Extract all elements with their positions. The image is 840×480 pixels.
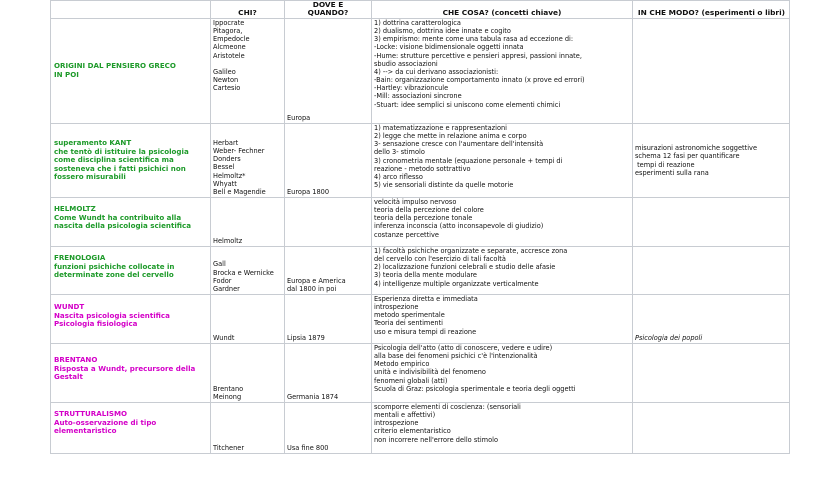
chi-line: Donders: [213, 155, 241, 164]
concept-line: 4) arco riflesso: [374, 172, 423, 181]
concept-line: del cervello con l'esercizio di tali facoltà: [374, 255, 506, 264]
concept-line: introspezione: [374, 419, 419, 428]
modo-line: schema 12 fasi per quantificare: [635, 152, 740, 161]
topic-cell: [51, 344, 211, 403]
concept-line: scomporre elementi di coscienza: (sensoriali: [374, 403, 521, 411]
dove-cell: [285, 19, 372, 124]
topic-line: elementaristico: [54, 426, 117, 436]
modo-line: tempi di reazione: [635, 160, 695, 169]
concept-line: criterio elementaristico: [374, 427, 451, 436]
topic-line: determinate zone del cervello: [54, 270, 174, 280]
concept-line: -Hartley: vibrazioncule: [374, 84, 449, 93]
modo-line: esperimenti sulla rana: [635, 168, 709, 177]
topic-line: che tentò di istituire la psicologia: [54, 146, 189, 156]
concept-line: reazione - metodo sottrattivo: [374, 164, 471, 173]
concept-line: sbudio associazioni: [374, 59, 438, 68]
chi-line: Empedocle: [213, 35, 250, 44]
concept-line: 2) legge che mette in relazione anima e corpo: [374, 132, 527, 141]
concept-line: 1) matematizzazione e rappresentazioni: [374, 124, 508, 132]
concept-line: alla base dei fenomeni psichici c'è l'intenzionalità: [374, 352, 538, 361]
notes-table-container: [50, 0, 789, 454]
topic-line: sosteneva che i fatti psichici non: [54, 163, 186, 173]
header-dove-line: DOVE E: [312, 0, 344, 9]
dove-cell: [285, 198, 372, 247]
topic-cell: [51, 198, 211, 247]
concept-line: unità e indivisibilità del fenomeno: [374, 368, 486, 377]
dove-cell: [285, 247, 372, 295]
dove-line: Lipsia 1879: [287, 333, 325, 342]
concept-line: Teoria dei sentimenti: [374, 319, 444, 328]
concept-line: 3) cronometria mentale (equazione personale + tempi di: [374, 156, 563, 165]
concetti-cell: [372, 124, 633, 198]
topic-cell: [51, 124, 211, 198]
chi-line: Helmoltz*: [213, 171, 246, 180]
concept-line: Psicologia dell'atto (atto di conoscere, vedere e udire): [374, 344, 553, 352]
concept-line: -Locke: visione bidimensionale oggetti innata: [374, 43, 524, 52]
concept-line: mentali e affettivi): [374, 411, 436, 420]
table-row: [51, 124, 790, 198]
chi-cell: [211, 19, 285, 124]
header-in-che-modo: IN CHE MODO? (esperimenti o libri): [633, 1, 790, 19]
dove-line: Europa 1800: [287, 187, 330, 196]
topic-cell: [51, 295, 211, 344]
concept-line: Scuola di Graz: psicologia sperimentale e teoria degli oggetti: [374, 384, 576, 393]
table-row: [51, 295, 790, 344]
dove-line: Usa fine 800: [287, 443, 329, 452]
history-of-psychology-table: [50, 0, 790, 454]
concept-line: 1) dottrina caratterologica: [374, 19, 461, 27]
dove-cell: [285, 295, 372, 344]
chi-cell: [211, 198, 285, 247]
topic-cell: [51, 19, 211, 124]
concept-line: velocità impulso nervoso: [374, 198, 457, 206]
concept-line: dello 3- stimolo: [374, 148, 425, 157]
dove-line: Europa e America: [287, 276, 346, 285]
concept-line: uso e misura tempi di reazione: [374, 327, 477, 336]
concetti-cell: [372, 198, 633, 247]
topic-line: nascita della psicologia scientifica: [54, 221, 192, 231]
chi-line: Bell e Magendie: [213, 187, 266, 196]
header-dove: [285, 1, 372, 19]
concept-line: -Stuart: idee semplici si uniscono come elementi chimici: [374, 100, 561, 109]
modo-cell: [633, 403, 790, 454]
dove-line: dal 1800 in poi: [287, 284, 337, 293]
topic-cell: [51, 247, 211, 295]
chi-cell: [211, 403, 285, 454]
topic-line: Psicologia fisiologica: [54, 319, 138, 329]
concept-line: inferenza inconscia (atto inconsapevole di giudizio): [374, 222, 544, 231]
concept-line: fenomeni globali (atti): [374, 376, 448, 385]
dove-line: Germania 1874: [287, 392, 339, 401]
chi-line: Wundt: [213, 333, 235, 342]
header-dove-line: QUANDO?: [307, 8, 349, 17]
concept-line: 3- sensazione cresce con l'aumentare dell'intensità: [374, 140, 544, 149]
concept-line: Esperienza diretta e immediata: [374, 295, 478, 303]
topic-line: Come Wundt ha contribuito alla: [54, 212, 182, 222]
modo-cell: [633, 247, 790, 295]
chi-line: Pitagora,: [213, 27, 243, 36]
chi-line: Whyatt: [213, 179, 237, 188]
topic-line: IN POI: [54, 70, 79, 79]
dove-cell: [285, 344, 372, 403]
chi-line: Gardner: [213, 284, 240, 293]
concetti-cell: [372, 344, 633, 403]
concept-line: teoria della percezione del colore: [374, 206, 484, 215]
table-row: [51, 344, 790, 403]
chi-line: Fodor: [213, 276, 232, 285]
table-row: [51, 19, 790, 124]
modo-cell: [633, 124, 790, 198]
dove-cell: [285, 124, 372, 198]
topic-line: WUNDT: [54, 302, 85, 311]
header-row: [51, 1, 790, 19]
topic-line: BRENTANO: [54, 355, 98, 364]
chi-cell: [211, 124, 285, 198]
topic-line: superamento KANT: [54, 138, 132, 148]
table-row: [51, 247, 790, 295]
topic-line: funzioni psichiche collocate in: [54, 261, 175, 271]
topic-cell: [51, 403, 211, 454]
topic-line: fossero misurabili: [54, 172, 126, 182]
chi-line: Herbart: [213, 138, 239, 147]
concept-line: -Bain: organizzazione comportamento innato (x prove ed errori): [374, 76, 585, 85]
concept-line: costanze percettive: [374, 230, 439, 239]
concetti-cell: [372, 19, 633, 124]
dove-line: Europa: [287, 113, 311, 122]
chi-line: Brocka e Wernicke: [213, 268, 274, 277]
topic-line: STRUTTURALISMO: [54, 409, 128, 418]
concept-line: 4) --> da cui derivano associazionisti:: [374, 67, 499, 76]
topic-line: come disciplina scientifica ma: [54, 155, 174, 165]
topic-line: Gestalt: [54, 372, 83, 382]
header-che-cosa: CHE COSA? (concetti chiave): [372, 1, 633, 19]
modo-line: Psicologia dei popoli: [635, 333, 703, 342]
spacer: [213, 60, 282, 68]
concept-line: 2) dualismo, dottrina idee innate e cogito: [374, 27, 511, 36]
concept-line: -Hume: strutture percettive e pensieri appresi, passioni innate,: [374, 51, 582, 60]
chi-cell: [211, 295, 285, 344]
chi-line: Meinong: [213, 392, 242, 401]
modo-cell: [633, 19, 790, 124]
chi-line: Galileo: [213, 67, 236, 76]
concept-line: 5) vie sensoriali distinte da quelle motorie: [374, 181, 514, 190]
chi-line: Brentano: [213, 384, 244, 393]
chi-line: Newton: [213, 76, 239, 85]
chi-line: Alcmeone: [213, 43, 246, 52]
dove-cell: [285, 403, 372, 454]
chi-line: Helmoltz: [213, 236, 243, 245]
modo-cell: [633, 344, 790, 403]
topic-line: FRENOLOGIA: [54, 253, 106, 262]
chi-cell: [211, 344, 285, 403]
concetti-cell: [372, 247, 633, 295]
chi-line: Weber- Fechner: [213, 147, 265, 156]
concept-line: -Mill: associazioni sincrone: [374, 92, 462, 101]
concept-line: non incorrere nell'errore dello stimolo: [374, 435, 498, 444]
concept-line: 3) empirismo: mente come una tabula rasa ad eccezione di:: [374, 35, 574, 44]
concept-line: 3) teoria della mente modulare: [374, 271, 477, 280]
chi-cell: [211, 247, 285, 295]
concept-line: Metodo empirico: [374, 360, 430, 369]
concept-line: 2) localizzazione funzioni celebrali e studio delle afasie: [374, 263, 556, 272]
chi-line: Titchener: [213, 443, 245, 452]
chi-line: Gall: [213, 260, 226, 269]
concept-line: 4) intelligenze multiple organizzate verticalmente: [374, 279, 539, 288]
chi-line: Bessel: [213, 163, 235, 172]
header-topic: [51, 1, 211, 19]
table-row: [51, 403, 790, 454]
modo-cell: [633, 198, 790, 247]
concept-line: 1) facoltà psichiche organizzate e separate, accresce zona: [374, 247, 568, 255]
topic-line: Nascita psicologia scientifica: [54, 310, 170, 320]
table-row: [51, 198, 790, 247]
concept-line: teoria della percezione tonale: [374, 214, 473, 223]
topic-line: Risposta a Wundt, precursore della: [54, 363, 196, 373]
concept-line: metodo sperimentale: [374, 311, 445, 320]
topic-line: Auto-osservazione di tipo: [54, 417, 157, 427]
concetti-cell: [372, 295, 633, 344]
topic-line: HELMOLTZ: [54, 204, 96, 213]
header-chi: CHI?: [211, 1, 285, 19]
concept-line: introspezione: [374, 303, 419, 312]
chi-line: Cartesio: [213, 84, 241, 93]
modo-cell: [633, 295, 790, 344]
concetti-cell: [372, 403, 633, 454]
chi-line: Aristotele: [213, 51, 245, 60]
modo-line: misurazioni astronomiche soggettive: [635, 144, 758, 153]
topic-line: ORIGINI DAL PENSIERO GRECO: [54, 61, 176, 71]
chi-line: Ippocrate: [213, 19, 245, 27]
